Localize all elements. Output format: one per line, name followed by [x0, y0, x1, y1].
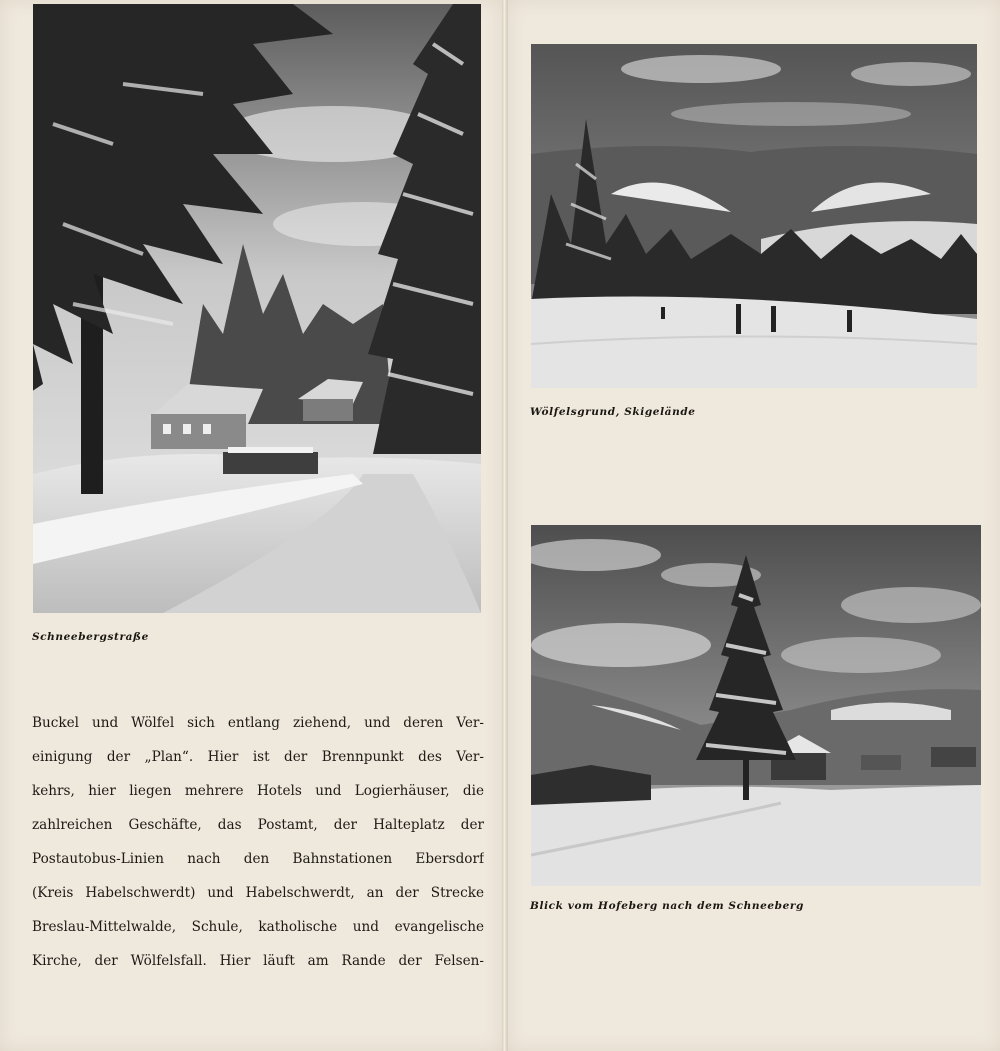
body-line-5: Postautobus-Linien nach den Bahnstationen Ebersdorf: [32, 851, 484, 867]
body-line-2: einigung der „Plan“. Hier ist der Brennpunkt des Ver-: [32, 749, 484, 765]
body-line-8: Kirche, der Wölfelsfall. Hier läuft am Rande der Felsen-: [32, 953, 484, 969]
body-line-3: kehrs, hier liegen mehrere Hotels und Logierhäuser, die: [32, 783, 484, 799]
caption-ski-slope: Wölfelsgrund, Skigelände: [530, 406, 696, 418]
caption-schneeberg-view: Blick vom Hofeberg nach dem Schneeberg: [530, 900, 804, 912]
photo-schneeberg-view: [531, 525, 981, 886]
body-line-7: Breslau-Mittelwalde, Schule, katholische und evangelische: [32, 919, 484, 935]
right-page: [507, 0, 1000, 1051]
body-line-1: Buckel und Wölfel sich entlang ziehend, und deren Ver-: [32, 715, 484, 731]
photo-snowy-road: [33, 4, 481, 613]
caption-snowy-road: Schneebergstraße: [32, 631, 149, 643]
photo-ski-slope: [531, 44, 977, 388]
body-line-6: (Kreis Habelschwerdt) und Habelschwerdt, an der Strecke: [32, 885, 484, 901]
body-line-4: zahlreichen Geschäfte, das Postamt, der Halteplatz der: [32, 817, 484, 833]
body-paragraph: [32, 706, 484, 978]
